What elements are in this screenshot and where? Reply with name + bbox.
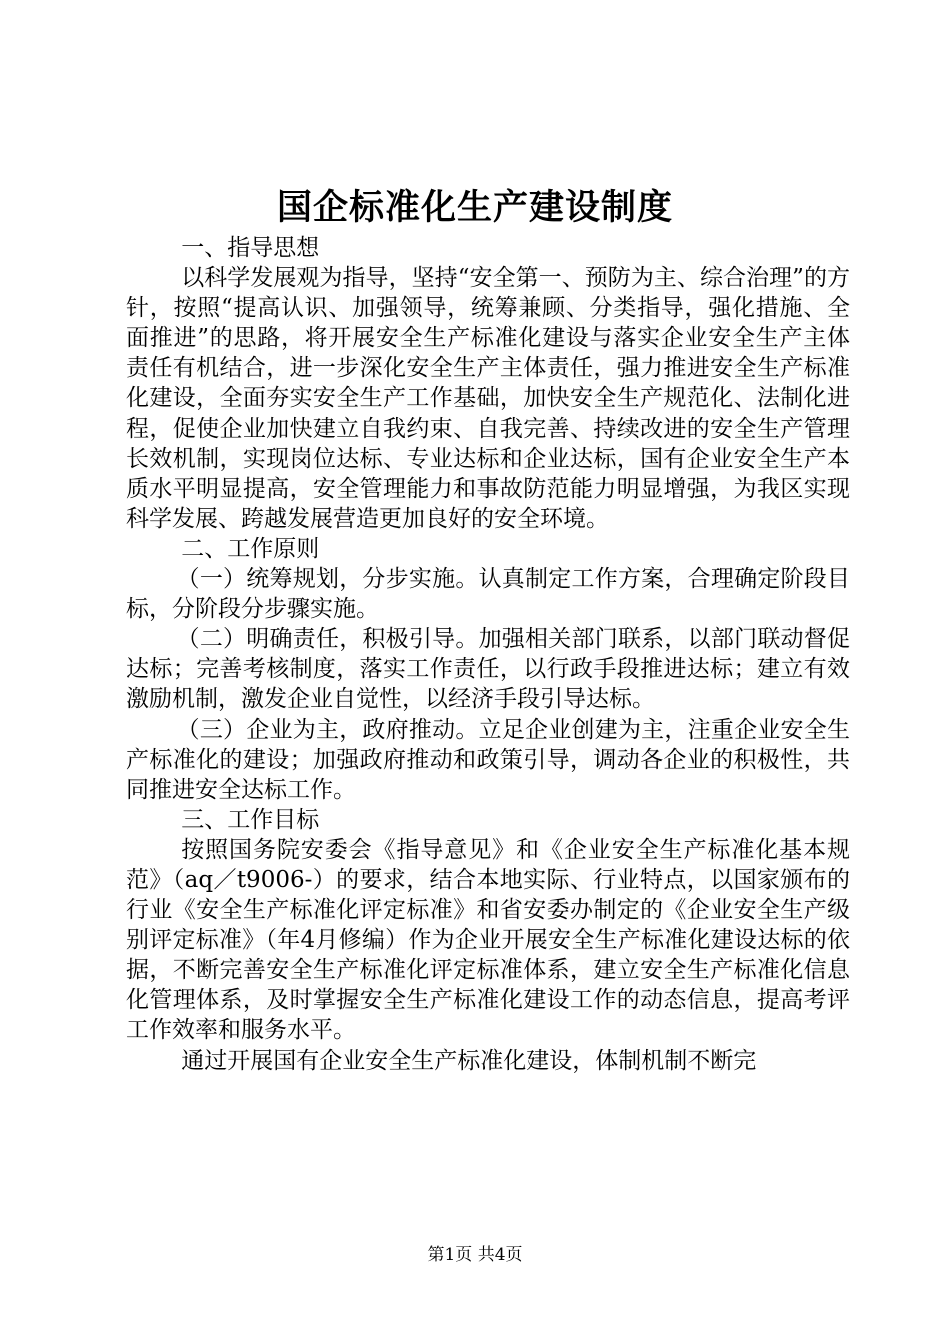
paragraph-continuation: 通过开展国有企业安全生产标准化建设，体制机制不断完 xyxy=(181,1047,757,1074)
paragraph-principle-3: （三）企业为主，政府推动。立足企业创建为主，注重企业安全生产标准化的建设；加强政府推动和政策引导，调动各企业的积极性，共同推进安全达标工作。 xyxy=(126,716,850,803)
paragraph-principle-2: （二）明确责任，积极引导。加强相关部门联系，以部门联动督促达标；完善考核制度，落实工作责任，以行政手段推进达标；建立有效激励机制，激发企业自觉性，以经济手段引导达标。 xyxy=(126,626,850,713)
paragraph-guiding-ideology: 以科学发展观为指导，坚持“安全第一、预防为主、综合治理”的方针，按照“提高认识、加强领导，统筹兼顾、分类指导，强化措施、全面推进”的思路，将开展安全生产标准化建设与落实企业安全生产主体责任有机结合，进一步深化安全生产主体责任，强力推进安全生产标准化建设，全面夯实安全生产工作基础，加快安全生产规范化、法制化进程，促使企业加快建立自我约束、自我完善、持续改进的安全生产管理长效机制，实现岗位达标、专业达标和企业达标，国有企业安全生产本质水平明显提高，安全管理能力和事故防范能力明显增强，为我区实现科学发展、跨越发展营造更加良好的安全环境。 xyxy=(126,265,850,532)
document-title: 国企标准化生产建设制度 xyxy=(276,187,673,228)
section-heading-guiding-ideology: 一、指导思想 xyxy=(181,235,320,261)
paragraph-principle-1: （一）统筹规划，分步实施。认真制定工作方案，合理确定阶段目标，分阶段分步骤实施。 xyxy=(126,566,850,623)
section-heading-work-goals: 三、工作目标 xyxy=(181,806,320,833)
section-heading-work-principles: 二、工作原则 xyxy=(181,535,320,562)
page-footer: 第1页 共4页 xyxy=(427,1245,523,1265)
document-body xyxy=(126,233,850,1076)
paragraph-work-goals: 按照国务院安委会《指导意见》和《企业安全生产标准化基本规范》（aq／t9006-）的要求，结合本地实际、行业特点，以国家颁布的行业《安全生产标准化评定标准》和省安委办制定的《企业安全生产级别评定标准》（年4月修编）作为企业开展安全生产标准化建设达标的依据，不断完善安全生产标准化评定标准体系，建立安全生产标准化信息化管理体系，及时掌握安全生产标准化建设工作的动态信息，提高考评工作效率和服务水平。 xyxy=(126,836,850,1044)
